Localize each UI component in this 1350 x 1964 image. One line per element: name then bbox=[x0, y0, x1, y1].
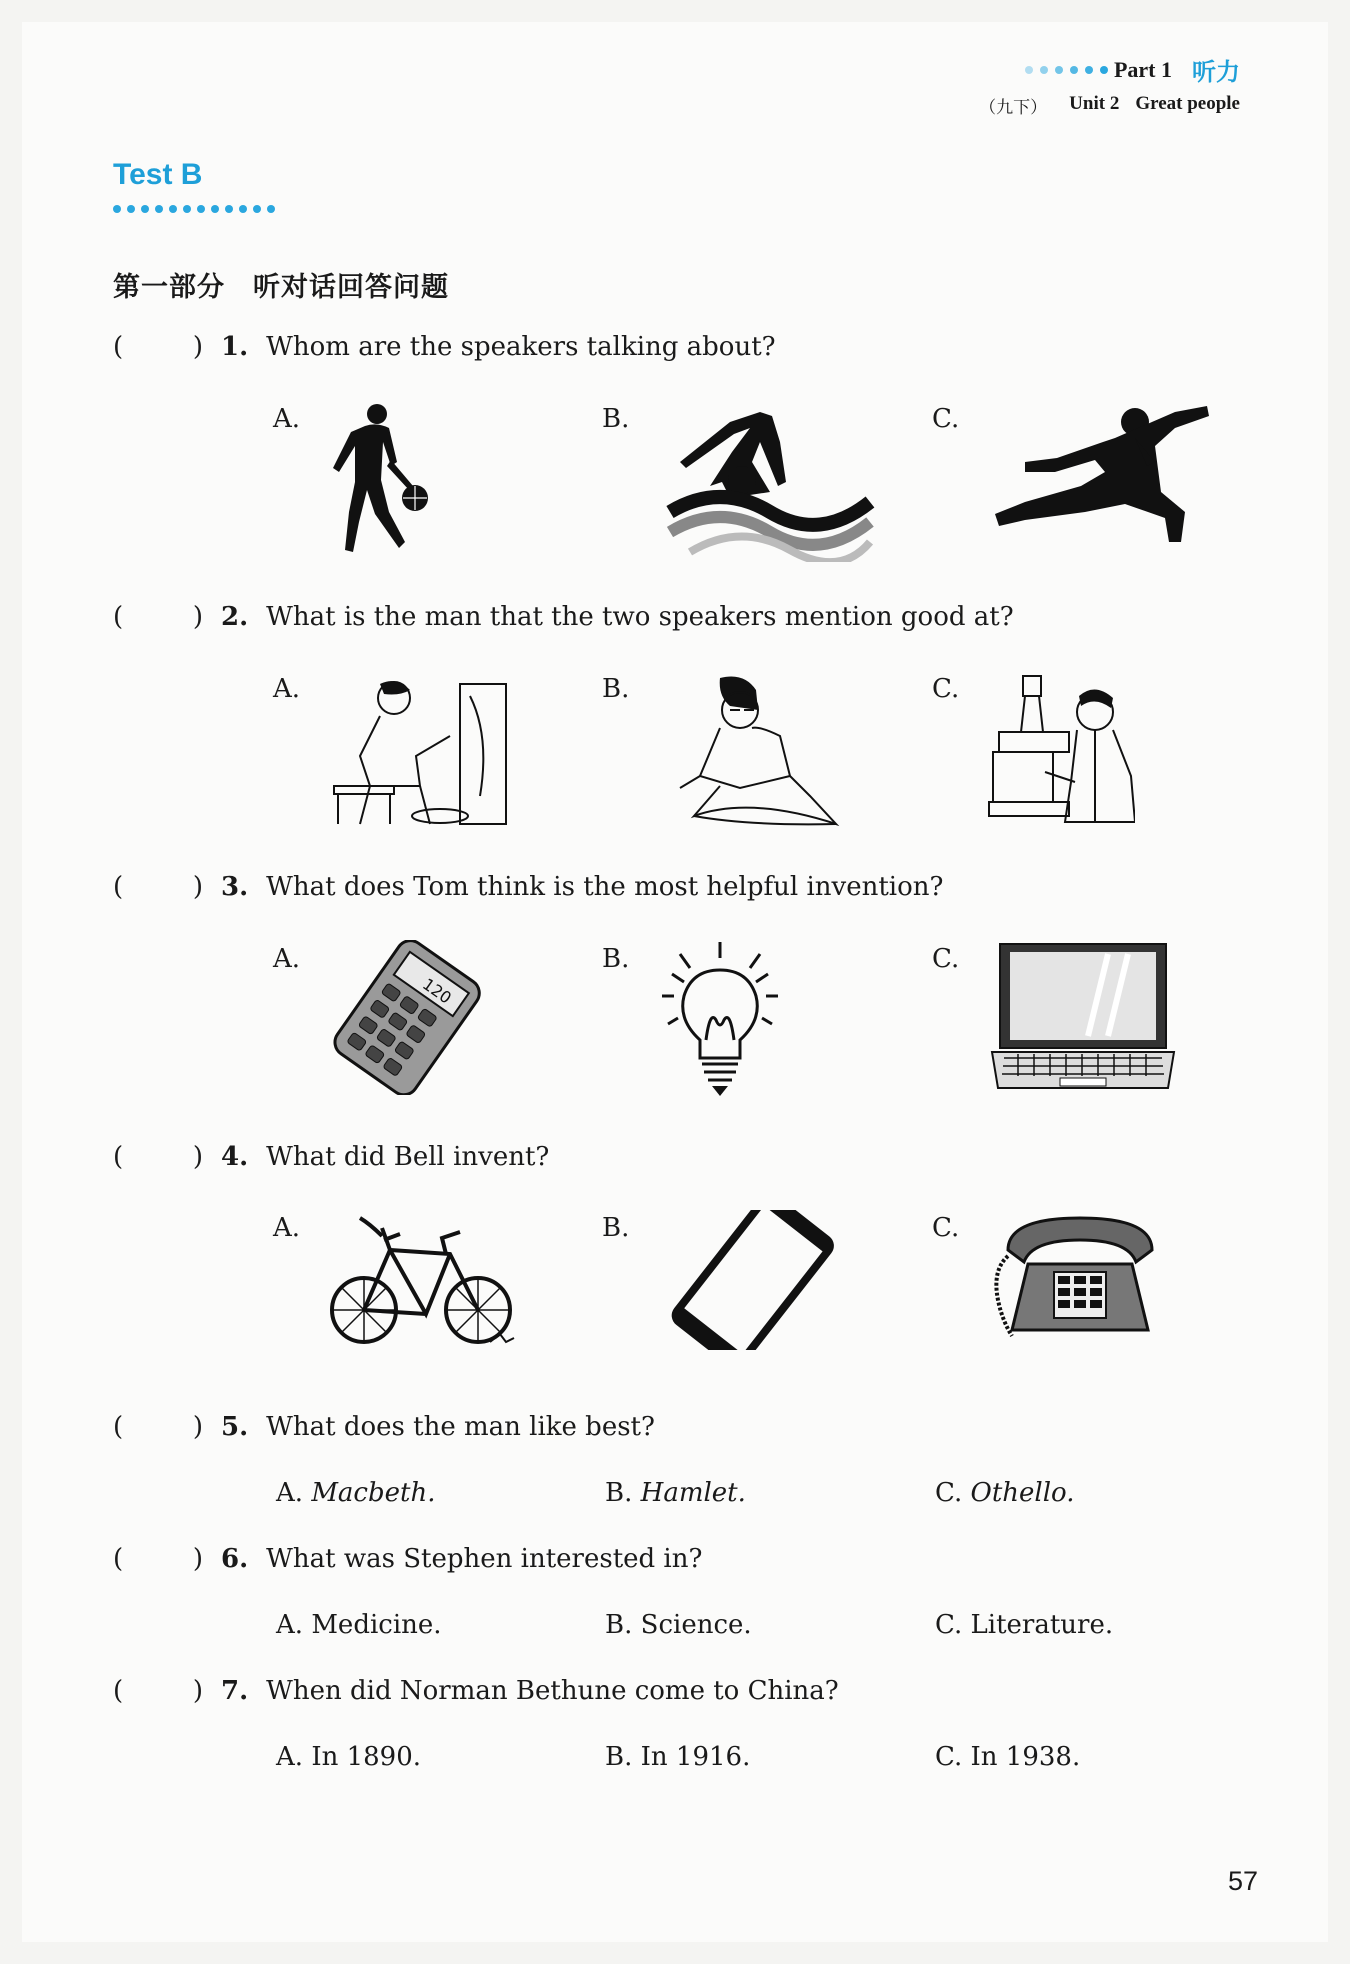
option-c[interactable]: C. In 1938. bbox=[935, 1742, 1081, 1772]
question-7 bbox=[113, 1676, 839, 1706]
option-a[interactable]: A. Macbeth. bbox=[276, 1478, 436, 1508]
option-b[interactable]: B. In 1916. bbox=[605, 1742, 751, 1772]
laptop-icon bbox=[988, 940, 1178, 1095]
question-text: When did Norman Bethune come to China? bbox=[266, 1676, 839, 1706]
painter-icon bbox=[330, 676, 525, 828]
test-title: Test B bbox=[113, 158, 203, 191]
option-b[interactable]: B. Hamlet. bbox=[605, 1478, 746, 1508]
light-bulb-icon bbox=[660, 940, 790, 1100]
question-3 bbox=[113, 872, 943, 902]
calculator-display: 120 bbox=[419, 974, 456, 1008]
question-4 bbox=[113, 1142, 549, 1172]
page-number: 57 bbox=[1227, 1866, 1258, 1896]
question-text: What does the man like best? bbox=[266, 1412, 655, 1442]
answer-blank[interactable]: ( ) bbox=[113, 1412, 203, 1442]
question-text: What was Stephen interested in? bbox=[266, 1544, 703, 1574]
header-part: Part 1 bbox=[1113, 56, 1172, 82]
option-label: A. bbox=[273, 404, 301, 434]
option-label: B. bbox=[602, 674, 630, 704]
option-label: C. bbox=[932, 1213, 960, 1243]
option-b[interactable]: B. Science. bbox=[605, 1610, 752, 1640]
question-text: Whom are the speakers talking about? bbox=[266, 332, 776, 362]
option-label: A. bbox=[273, 674, 301, 704]
scientist-microscope-icon bbox=[985, 672, 1135, 837]
question-text: What is the man that the two speakers mention good at? bbox=[266, 602, 1014, 632]
smartphone-icon bbox=[660, 1210, 845, 1350]
option-label: C. bbox=[932, 944, 960, 974]
answer-blank[interactable]: ( ) bbox=[113, 1544, 203, 1574]
question-text: What did Bell invent? bbox=[266, 1142, 550, 1172]
answer-blank[interactable]: ( ) bbox=[113, 602, 203, 632]
option-c[interactable]: C. Literature. bbox=[935, 1610, 1114, 1640]
telephone-icon bbox=[988, 1210, 1173, 1350]
option-label: B. bbox=[602, 404, 630, 434]
header-part-cn: 听力 bbox=[1192, 58, 1240, 86]
answer-blank[interactable]: ( ) bbox=[113, 332, 203, 362]
question-number: 5. bbox=[221, 1412, 249, 1442]
option-label: B. bbox=[602, 1213, 630, 1243]
question-number: 6. bbox=[221, 1544, 249, 1574]
question-2 bbox=[113, 602, 1014, 632]
page-header bbox=[979, 52, 1240, 118]
swimmer-icon bbox=[660, 402, 880, 562]
option-label: A. bbox=[273, 1213, 301, 1243]
option-c[interactable]: C. Othello. bbox=[935, 1478, 1075, 1508]
kung-fu-kick-icon bbox=[985, 402, 1215, 557]
header-grade: （九下） bbox=[979, 98, 1048, 118]
title-underline-dots bbox=[113, 205, 275, 213]
question-6 bbox=[113, 1544, 702, 1574]
question-number: 2. bbox=[221, 602, 249, 632]
header-unit-title: Great people bbox=[1135, 93, 1240, 114]
answer-blank[interactable]: ( ) bbox=[113, 1676, 203, 1706]
question-1 bbox=[113, 332, 776, 362]
section-title: 第一部分 听对话回答问题 bbox=[113, 272, 449, 303]
question-number: 1. bbox=[221, 332, 249, 362]
calculator-icon bbox=[330, 940, 485, 1095]
option-label: B. bbox=[602, 944, 630, 974]
header-unit: Unit 2 bbox=[1069, 93, 1120, 114]
option-a[interactable]: A. In 1890. bbox=[276, 1742, 422, 1772]
question-number: 7. bbox=[221, 1676, 249, 1706]
basketball-player-icon bbox=[325, 402, 435, 558]
header-dots bbox=[1025, 66, 1108, 74]
answer-blank[interactable]: ( ) bbox=[113, 1142, 203, 1172]
question-number: 3. bbox=[221, 872, 249, 902]
question-5 bbox=[113, 1412, 655, 1442]
writer-icon bbox=[660, 676, 840, 836]
question-text: What does Tom think is the most helpful invention? bbox=[266, 872, 944, 902]
question-number: 4. bbox=[221, 1142, 249, 1172]
bicycle-icon bbox=[330, 1210, 520, 1350]
option-a[interactable]: A. Medicine. bbox=[276, 1610, 442, 1640]
option-label: C. bbox=[932, 674, 960, 704]
option-label: A. bbox=[273, 944, 301, 974]
answer-blank[interactable]: ( ) bbox=[113, 872, 203, 902]
option-label: C. bbox=[932, 404, 960, 434]
